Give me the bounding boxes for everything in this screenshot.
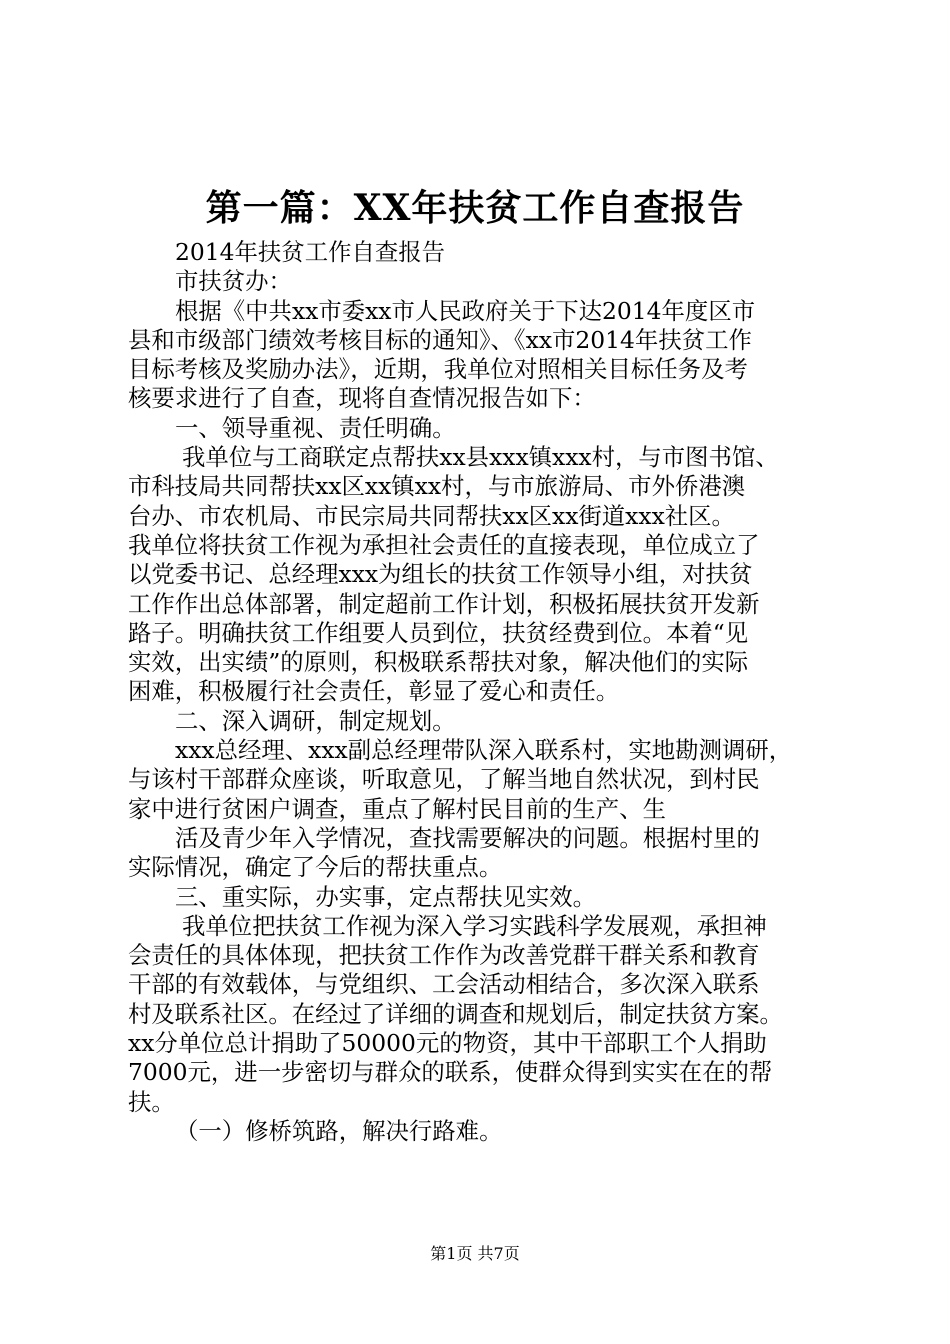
document-body [128,238,834,1146]
text-line: 干部的有效载体，与党组织、工会活动相结合，多次深入联系 [128,970,760,999]
text-line: 与该村干部群众座谈，听取意见，了解当地自然状况，到村民 [128,765,760,794]
text-line: 根据《中共xx市委xx市人民政府关于下达2014年度区市 [175,296,756,325]
text-line: 我单位与工商联定点帮扶xx县xxx镇xxx村，与市图书馆、 [182,443,779,472]
text-line: 困难，积极履行社会责任，彰显了爱心和责任。 [128,677,620,706]
text-line: 路子。明确扶贫工作组要人员到位，扶贫经费到位。本着“见 [128,618,749,647]
text-line: 以党委书记、总经理xxx为组长的扶贫工作领导小组，对扶贫 [128,560,753,589]
text-line: 活及青少年入学情况，查找需要解决的问题。根据村里的 [175,823,760,852]
text-line: xxx总经理、xxx副总经理带队深入联系村，实地勘测调研， [175,736,793,765]
text-line: 市扶贫办： [175,267,292,296]
text-line: 台办、市农机局、市民宗局共同帮扶xx区xx街道xxx社区。 [128,501,735,530]
text-line: 县和市级部门绩效考核目标的通知》、《xx市2014年扶贫工作 [128,325,752,354]
text-line: 目标考核及奖励办法》，近期，我单位对照相关目标任务及考 [128,355,748,384]
section-heading: 一、领导重视、责任明确。 [175,413,456,442]
text-line: 7000元，进一步密切与群众的联系，使群众得到实实在在的帮 [128,1058,773,1087]
text-line: 工作作出总体部署，制定超前工作计划，积极拓展扶贫开发新 [128,589,760,618]
text-line: 2014年扶贫工作自查报告 [175,238,446,266]
text-line: 市科技局共同帮扶xx区xx镇xx村，与市旅游局、市外侨港澳 [128,472,746,501]
section-heading: 二、深入调研，制定规划。 [175,706,456,735]
text-line: 我单位把扶贫工作视为深入学习实践科学发展观，承担神 [182,911,767,940]
section-heading: 三、重实际，办实事，定点帮扶见实效。 [175,882,597,911]
section-heading: （一）修桥筑路，解决行路难。 [175,1116,503,1145]
text-line: 实际情况，确定了今后的帮扶重点。 [128,853,503,882]
text-line: xx分单位总计捐助了50000元的物资，其中干部职工个人捐助 [128,1029,767,1058]
text-line: 扶。 [128,1087,175,1116]
page-footer: 第1页 共7页 [430,1244,520,1263]
text-line: 我单位将扶贫工作视为承担社会责任的直接表现，单位成立了 [128,530,760,559]
document-title: 第一篇：XX年扶贫工作自查报告 [205,187,745,229]
text-line: 村及联系社区。在经过了详细的调查和规划后，制定扶贫方案。 [128,999,783,1028]
text-line: 家中进行贫困户调查，重点了解村民目前的生产、生 [128,794,666,823]
text-line: 实效，出实绩”的原则，积极联系帮扶对象，解决他们的实际 [128,648,749,677]
text-line: 会责任的具体体现，把扶贫工作作为改善党群干群关系和教育 [128,941,760,970]
text-line: 核要求进行了自查，现将自查情况报告如下： [128,384,596,413]
